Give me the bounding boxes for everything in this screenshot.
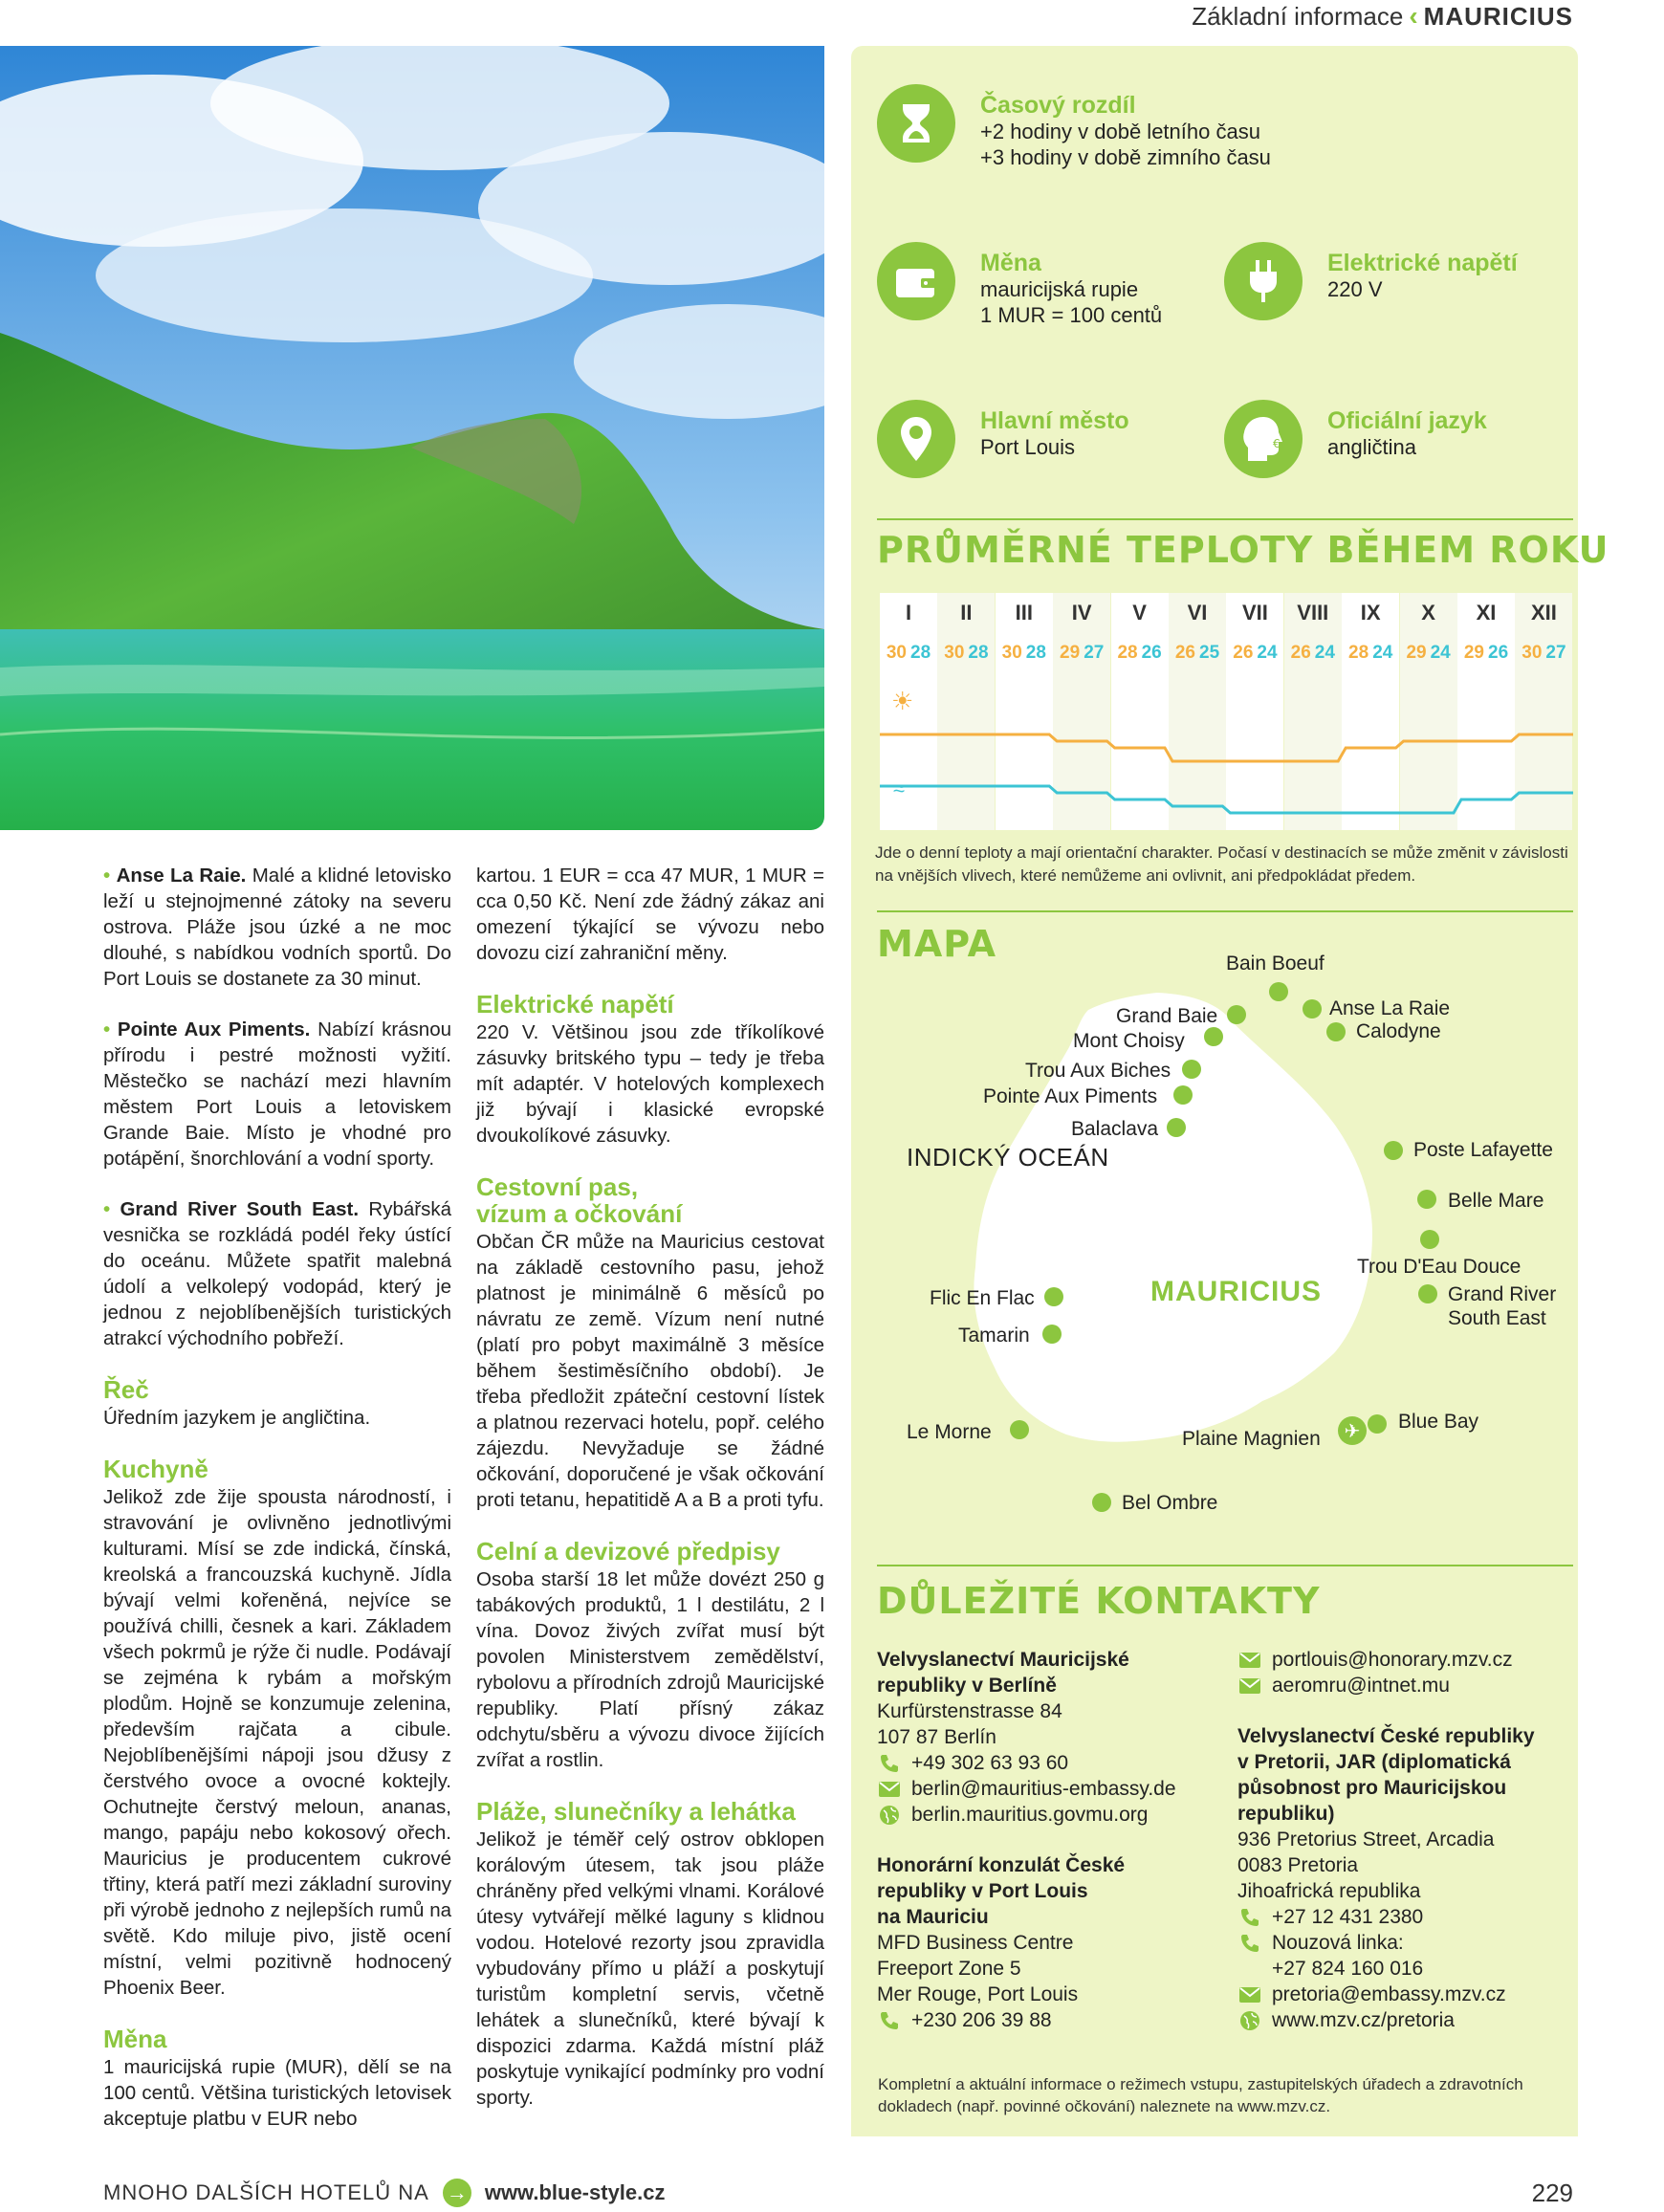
chevron-left-icon: ‹	[1409, 1, 1418, 31]
pretoria-emergency-label: Nouzová linka:	[1272, 1932, 1404, 1954]
heading-celni: Celní a devizové předpisy	[476, 1537, 780, 1566]
heading-rec: Řeč	[103, 1375, 149, 1404]
hourglass-icon	[877, 84, 955, 163]
paragraph-mena: 1 mauricijská rupie (MUR), dělí se na 100 centů. Většina turistických letovisek akceptuje platbu v EUR nebo	[103, 2056, 451, 2130]
berlin-email[interactable]: berlin@mauritius-embassy.de	[911, 1778, 1176, 1800]
voltage-title: Elektrické napětí	[1327, 250, 1518, 276]
sea-temp: 26	[1488, 643, 1509, 663]
text-column-1	[103, 863, 451, 2157]
heading-kuchyne: Kuchyně	[103, 1455, 208, 1483]
map-dot-le-morne	[1010, 1420, 1029, 1439]
map-dot-grand-river	[1418, 1284, 1437, 1303]
email-icon	[1237, 1984, 1262, 2005]
air-temp: 26	[1233, 643, 1254, 663]
air-temp: 29	[1060, 643, 1081, 663]
map-dot-anse-la-raie	[1303, 999, 1322, 1018]
contacts-note: Kompletní a aktuální informace o režimech vstupu, zastupitelských úřadech a zdravotních dokladech (např. povinné očkování) naleznete na www.mzv.cz.	[878, 2075, 1523, 2115]
waves-icon: ≈	[893, 777, 904, 800]
time-line1: +2 hodiny v době letního času	[980, 120, 1260, 143]
paragraph-pas: Občan ČR může na Mauricius cestovat na základě cestovního pasu, jehož platnost je minimálně 6 měsíců po návratu ze země. Vízum není nutné (platí pro pobyt maximálně 3 měsíce během šestiměsíčního období). Je třeba předložit zpáteční cestovní lístek a platnou rezervaci hotelu, popř. celého zájezdu. Nevyžaduje se žádné očkování, doporučené je však očkování proti tetanu, hepatitidě A a B a proti tyfu.	[476, 1231, 824, 1511]
sea-temp: 28	[968, 643, 989, 663]
sea-temp: 24	[1430, 643, 1451, 663]
plug-icon	[1224, 242, 1303, 320]
berlin-web[interactable]: berlin.mauritius.govmu.org	[911, 1804, 1149, 1826]
berlin-city: 107 87 Berlín	[877, 1726, 996, 1748]
map-dot-belle-mare	[1417, 1190, 1436, 1209]
pretoria-web[interactable]: www.mzv.cz/pretoria	[1272, 2009, 1455, 2031]
air-temp: 29	[1463, 643, 1484, 663]
map-dot-mont-choisy	[1204, 1027, 1223, 1046]
portlouis-name: Honorární konzulát České	[877, 1854, 1126, 1876]
phone-icon	[1237, 1907, 1262, 1928]
svg-text:€: €	[1273, 437, 1281, 450]
sea-temp: 24	[1372, 643, 1393, 663]
pretoria-email[interactable]: pretoria@embassy.mzv.cz	[1272, 1983, 1506, 2005]
time-title: Časový rozdíl	[980, 92, 1136, 119]
map-dot-tamarin	[1042, 1325, 1062, 1344]
sea-temp-line	[880, 786, 1573, 813]
berlin-phone[interactable]: +49 302 63 93 60	[911, 1752, 1069, 1774]
time-line2: +3 hodiny v době zimního času	[980, 145, 1271, 169]
map-label-calodyne: Calodyne	[1356, 1020, 1441, 1042]
phone-icon	[877, 1753, 902, 1774]
map-label-belle-mare: Belle Mare	[1448, 1190, 1544, 1212]
temp-month-label: XII	[1530, 601, 1557, 624]
temps-note: Jde o denní teploty a mají orientační charakter. Počasí v destinacích se může změnit v závislosti na vnějších vlivech, které nemůžeme ani ovlivnit, ani předpokládat předem.	[875, 843, 1568, 885]
map-ocean-label: INDICKÝ OCEÁN	[907, 1143, 1109, 1172]
temp-month-label: VI	[1187, 601, 1208, 624]
map-label-trou-aux-biches: Trou Aux Biches	[1025, 1060, 1171, 1082]
temp-month-label: II	[960, 601, 973, 624]
language-title: Oficiální jazyk	[1327, 407, 1487, 434]
map-label-bel-ombre: Bel Ombre	[1122, 1492, 1218, 1514]
phone-icon	[1237, 1933, 1262, 1954]
map-label-flic-en-flac: Flic En Flac	[930, 1287, 1035, 1309]
temperature-table	[880, 593, 1573, 830]
divider	[877, 1565, 1573, 1566]
air-temp-line	[880, 734, 1573, 761]
portlouis-email1[interactable]: portlouis@honorary.mzv.cz	[1272, 1649, 1513, 1671]
map-dot-trou-aux-biches	[1182, 1060, 1201, 1079]
sea-temp: 25	[1199, 643, 1220, 663]
map-title: MAPA	[877, 923, 996, 965]
map-dot-balaclava	[1167, 1118, 1186, 1137]
temp-month-label: XI	[1476, 601, 1497, 624]
portlouis-phone[interactable]: +230 206 39 88	[911, 2009, 1052, 2031]
currency-line1: mauricijská rupie	[980, 277, 1139, 301]
airplane-icon: ✈	[1338, 1416, 1367, 1445]
heading-plaze: Pláže, slunečníky a lehátka	[476, 1797, 796, 1826]
wallet-icon	[877, 242, 955, 320]
paragraph-mena-cont: kartou. 1 EUR = cca 47 MUR, 1 MUR = cca 0,50 Kč. Není zde žádný zákaz ani omezení týkající se vývozu nebo dovozu cizí zahraniční měny.	[476, 865, 824, 964]
globe-icon	[877, 1805, 902, 1826]
paragraph-elektricke: 220 V. Většinou jsou zde tříkolíkové zásuvky britského typu – tedy je třeba mít adaptér. V hotelových komplexech již bývají i klasické evropské dvoukolíkové zásuvky.	[476, 1021, 824, 1147]
sun-icon: ☀	[891, 687, 914, 715]
footer-url[interactable]: www.blue-style.cz	[484, 2180, 666, 2204]
info-capital	[877, 400, 1129, 478]
map-dot-bain-boeuf	[1269, 982, 1288, 1001]
map-label-tamarin: Tamarin	[958, 1325, 1030, 1347]
map-dot-grand-baie	[1227, 1005, 1246, 1024]
pretoria-emergency[interactable]: +27 824 160 016	[1272, 1958, 1424, 1980]
globe-icon	[1237, 2010, 1262, 2031]
map-dot-calodyne	[1326, 1022, 1346, 1041]
map-label-grand-river: Grand River South East	[1448, 1283, 1557, 1329]
info-language	[1224, 400, 1487, 478]
temp-month-label: VII	[1241, 601, 1268, 624]
email-icon	[877, 1779, 902, 1800]
sea-temp: 26	[1141, 643, 1162, 663]
phone-icon	[877, 2010, 902, 2031]
temps-title: PRŮMĚRNÉ TEPLOTY BĚHEM ROKU	[877, 529, 1609, 571]
speaking-head-icon	[1224, 400, 1303, 478]
map-dot-flic-en-flac	[1044, 1287, 1063, 1306]
paragraph-kuchyne: Jelikož zde žije spousta národností, i stravování je ovlivněno jednotlivými kulturami. Mísí se zde indická, čínská, kreolská a francouzská kuchyně. Jídla bývají velmi kořeněná, nejvíce se používá chilli, česnek a kari. Základem všech pokrmů je rýže či nudle. Podávají se zejména k rybám a mořským plodům. Hojně se konzumuje zelenina, především rajčata a cibule. Nejoblíbenějšími nápoji jsou džusy z čerstvého ovoce a ovocné koktejly. Ochutnejte čerstvý meloun, ananas, mango, papáju nebo kokosový ořech. Mauricius je producentem cukrové třtiny, která patří mezi základní suroviny při výrobě jednoho z nejlepších rumů na světě. Kdo miluje pivo, jistě ocení místní, velmi pozitivně hodnocený Phoenix Beer.	[103, 1486, 451, 1999]
page-number: 229	[1531, 2178, 1573, 2207]
info-currency	[877, 242, 1162, 328]
header-country: MAURICIUS	[1423, 1, 1573, 31]
map-dot-trou-deau-douce	[1420, 1230, 1439, 1249]
paragraph-pointe: • Pointe Aux Piments. Nabízí krásnou přírodu i pestré možnosti vyžití. Městečko se nachází mezi hlavním městem Port Louis a letoviskem Grande Baie. Místo je vhodné pro potápění, šnorchlování a vodní sporty.	[103, 1018, 451, 1170]
contacts-title: DŮLEŽITÉ KONTAKTY	[877, 1580, 1321, 1622]
currency-title: Měna	[980, 250, 1041, 276]
paragraph-anse: • Anse La Raie. Malé a klidné letovisko leží u stejnojmenné zátoky na severu ostrova. Pláže jsou úzké a ne moc dlouhé, s nabídkou vodních sportů. Do Port Louis se dostanete za 30 minut.	[103, 865, 451, 990]
footer	[103, 2177, 1573, 2209]
hero-photo	[0, 46, 824, 830]
language-line1: angličtina	[1327, 435, 1416, 459]
info-voltage	[1224, 242, 1518, 320]
sea-temp: 28	[910, 643, 931, 663]
map-pin-icon	[877, 400, 955, 478]
heading-elektricke: Elektrické napětí	[476, 990, 674, 1018]
paragraph-celni: Osoba starší 18 let může dovézt 250 g tabákových produktů, 1 l destilátu, 2 l vína. Dovoz živých zvířat musí být povolen Ministerstvem zemědělství, rybolovu a přírodních zdrojů Mauricijské republiky. Platí přísný zákaz odchytu/sběru a vývozu divoce žijících zvířat a rostlin.	[476, 1568, 824, 1771]
map-label-poste-lafayette: Poste Lafayette	[1413, 1139, 1553, 1161]
footer-more: MNOHO DALŠÍCH HOTELŮ NA	[103, 2180, 429, 2204]
temperature-lines	[880, 593, 1573, 830]
email-icon	[1237, 1650, 1262, 1671]
temp-month-label: IX	[1360, 601, 1381, 624]
map-label-grand-baie: Grand Baie	[1116, 1005, 1218, 1027]
map-label-le-morne: Le Morne	[907, 1421, 992, 1443]
email-icon	[1237, 1675, 1262, 1697]
sea-temp: 27	[1084, 643, 1105, 663]
sea-temp: 24	[1257, 643, 1278, 663]
sea-temp: 27	[1545, 643, 1566, 663]
air-temp: 30	[1522, 643, 1543, 663]
portlouis-email2[interactable]: aeromru@intnet.mu	[1272, 1675, 1450, 1697]
air-temp: 26	[1290, 643, 1311, 663]
divider	[877, 910, 1573, 912]
arrow-right-icon: →	[443, 2179, 471, 2207]
berlin-street: Kurfürstenstrasse 84	[877, 1700, 1062, 1722]
map-dot-pointe-aux-piments	[1173, 1085, 1193, 1105]
air-temp: 30	[886, 643, 907, 663]
map-dot-blue-bay	[1368, 1414, 1387, 1434]
temp-month-label: I	[905, 601, 912, 624]
sea-temp: 28	[1025, 643, 1046, 663]
contacts-right: portlouis@honorary.mzv.cz aeromru@intnet.mu Velvyslanectví České republiky v Pretorii, JAR (diplomatická působnost pro Mauricijskou republiku) 936 Pretorius Street, Arcadia 0083 Pretoria Jihoafrická republika +27 12 431 2380 Nouzová linka: +27 824 160 016 pretoria@embassy.mzv.cz www.mzv.cz/pretoria	[1237, 1647, 1582, 2033]
map	[851, 918, 1578, 1549]
air-temp: 26	[1174, 643, 1195, 663]
pretoria-phone[interactable]: +27 12 431 2380	[1272, 1906, 1424, 1928]
map-island-label: MAURICIUS	[1150, 1276, 1322, 1307]
berlin-name: Velvyslanectví Mauricijské	[877, 1649, 1129, 1671]
air-temp: 28	[1117, 643, 1138, 663]
temp-month-label: III	[1015, 601, 1033, 624]
temp-month-label: V	[1132, 601, 1147, 624]
heading-mena: Měna	[103, 2025, 167, 2053]
text-column-2	[476, 863, 824, 2135]
map-label-trou-deau-douce: Trou D'Eau Douce	[1357, 1256, 1522, 1278]
map-dot-bel-ombre	[1092, 1493, 1111, 1512]
capital-title: Hlavní město	[980, 407, 1129, 434]
temp-month-label: IV	[1071, 601, 1092, 624]
paragraph-rec: Úředním jazykem je angličtina.	[103, 1407, 371, 1429]
map-label-mont-choisy: Mont Choisy	[1073, 1030, 1185, 1052]
header-section: Základní informace	[1192, 1, 1404, 31]
air-temp: 29	[1406, 643, 1427, 663]
paragraph-grand-river: • Grand River South East. Rybářská vesnička se rozkládá podél řeky ústící do oceánu. Můžete spatřit malebná údolí a velkolepý vodopád, který je jednou z nejoblíbenějších turistických atrakcí východního pobřeží.	[103, 1198, 451, 1349]
sea-temp: 24	[1314, 643, 1335, 663]
divider	[877, 518, 1573, 520]
pretoria-name: Velvyslanectví České republiky	[1237, 1725, 1535, 1747]
map-dot-poste-lafayette	[1384, 1141, 1403, 1160]
heading-pas: Cestovní pas, vízum a očkování	[476, 1172, 683, 1228]
running-header	[1192, 0, 1573, 33]
air-temp: 28	[1348, 643, 1369, 663]
map-label-blue-bay: Blue Bay	[1398, 1411, 1479, 1433]
paragraph-plaze: Jelikož je téměř celý ostrov obklopen korálovým útesem, tak jsou pláže chráněny před velkými vlnami. Korálové útesy vytvářejí mělké laguny s klidnou vodou. Hotelové rezorty jsou zpravidla vybudovány přímo u pláží a poskytují turistům kompletní servis, včetně lehátek a slunečníků, které bývají k dispozici zdarma. Každá místní pláž poskytuje vynikající podmínky pro vodní sporty.	[476, 1829, 824, 2109]
capital-line1: Port Louis	[980, 435, 1076, 459]
contacts-left: Velvyslanectví Mauricijské republiky v Berlíně Kurfürstenstrasse 84 107 87 Berlín +49 302 63 93 60 berlin@mauritius-embassy.de berlin.mauritius.govmu.org Honorární konzulát České republiky v Port Louis na Mauriciu MFD Business Centre Freeport Zone 5 Mer Rouge, Port Louis +230 206 39 88	[877, 1647, 1221, 2033]
temp-month-label: VIII	[1297, 601, 1329, 624]
map-label-plaine-magnien: Plaine Magnien	[1182, 1428, 1321, 1450]
map-label-pointe-aux-piments: Pointe Aux Piments	[983, 1085, 1158, 1107]
map-label-bain-boeuf: Bain Boeuf	[1226, 953, 1325, 975]
info-time	[877, 84, 1271, 170]
temp-month-label: X	[1421, 601, 1435, 624]
map-label-balaclava: Balaclava	[1071, 1118, 1159, 1140]
currency-line2: 1 MUR = 100 centů	[980, 303, 1163, 327]
air-temp: 30	[944, 643, 965, 663]
air-temp: 30	[1001, 643, 1022, 663]
voltage-line1: 220 V	[1327, 277, 1383, 301]
map-label-anse-la-raie: Anse La Raie	[1329, 997, 1451, 1019]
